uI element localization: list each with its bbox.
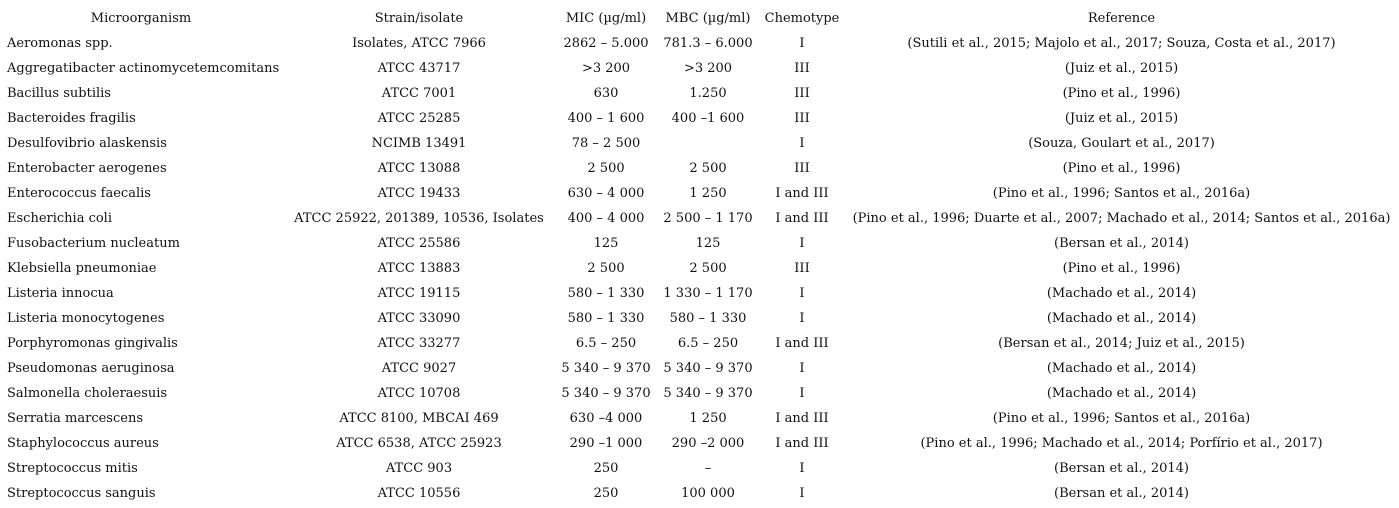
header-strain-isolate: Strain/isolate: [374, 11, 464, 26]
cell-microorganism: Bacillus subtilis: [7, 86, 111, 101]
cell-strain: ATCC 43717: [377, 61, 461, 76]
cell-mic: 400 – 4 000: [567, 211, 645, 226]
cell-chemotype: I and III: [775, 411, 829, 426]
header-reference: Reference: [1087, 11, 1156, 26]
table-row: [0, 131, 1399, 156]
cell-strain: ATCC 25586: [377, 236, 461, 251]
cell-mbc: 100 000: [681, 486, 735, 501]
cell-chemotype: I: [799, 461, 805, 476]
cell-mic: 250: [593, 486, 619, 501]
cell-microorganism: Streptococcus sanguis: [7, 486, 156, 501]
table-row: [0, 381, 1399, 406]
cell-microorganism: Desulfovibrio alaskensis: [7, 136, 167, 151]
cell-chemotype: I: [799, 386, 805, 401]
table-row: [0, 106, 1399, 131]
cell-reference: (Juiz et al., 2015): [1064, 111, 1179, 126]
cell-reference: (Bersan et al., 2014): [1054, 461, 1189, 476]
cell-microorganism: Aggregatibacter actinomycetemcomitans: [7, 61, 280, 76]
cell-mbc: 6.5 – 250: [677, 336, 739, 351]
cell-reference: (Machado et al., 2014): [1046, 361, 1197, 376]
table-row: [0, 31, 1399, 56]
cell-strain: ATCC 33090: [377, 311, 461, 326]
cell-microorganism: Streptococcus mitis: [7, 461, 138, 476]
cell-reference: (Souza, Goulart et al., 2017): [1028, 136, 1215, 151]
cell-mbc: >3 200: [683, 61, 733, 76]
cell-strain: Isolates, ATCC 7966: [352, 36, 486, 51]
cell-mbc: 1 330 – 1 170: [663, 286, 753, 301]
cell-chemotype: I: [799, 136, 805, 151]
cell-strain: ATCC 25285: [377, 111, 461, 126]
cell-chemotype: I and III: [775, 211, 829, 226]
cell-mic: 6.5 – 250: [575, 336, 637, 351]
header-mbc: MBC (µg/ml): [665, 11, 751, 26]
cell-mic: 125: [593, 236, 619, 251]
cell-mbc: 2 500 – 1 170: [663, 211, 753, 226]
cell-mic: 630: [593, 86, 619, 101]
cell-reference: (Pino et al., 1996; Santos et al., 2016a): [992, 186, 1251, 201]
cell-reference: (Machado et al., 2014): [1046, 286, 1197, 301]
cell-mbc: 125: [695, 236, 721, 251]
cell-chemotype: I: [799, 236, 805, 251]
cell-mic: 78 – 2 500: [571, 136, 641, 151]
table-row: [0, 156, 1399, 181]
cell-strain: ATCC 9027: [381, 361, 457, 376]
cell-microorganism: Porphyromonas gingivalis: [7, 336, 178, 351]
cell-mic: 5 340 – 9 370: [561, 386, 651, 401]
cell-microorganism: Listeria innocua: [7, 286, 114, 301]
cell-microorganism: Enterobacter aerogenes: [7, 161, 167, 176]
cell-mbc: 2 500: [689, 161, 727, 176]
cell-strain: ATCC 10708: [377, 386, 461, 401]
cell-reference: (Bersan et al., 2014; Juiz et al., 2015): [998, 336, 1245, 351]
cell-chemotype: I: [799, 361, 805, 376]
header-row: [0, 6, 1399, 31]
cell-microorganism: Salmonella choleraesuis: [7, 386, 168, 401]
cell-mic: >3 200: [581, 61, 631, 76]
cell-chemotype: I: [799, 311, 805, 326]
cell-mbc: 1 250: [689, 186, 727, 201]
cell-chemotype: I: [799, 286, 805, 301]
cell-mic: 580 – 1 330: [567, 311, 645, 326]
table-row: [0, 256, 1399, 281]
cell-microorganism: Listeria monocytogenes: [7, 311, 165, 326]
cell-microorganism: Pseudomonas aeruginosa: [7, 361, 175, 376]
cell-strain: ATCC 19115: [377, 286, 461, 301]
cell-reference: (Bersan et al., 2014): [1054, 486, 1189, 501]
table-row: [0, 406, 1399, 431]
cell-reference: (Pino et al., 1996; Santos et al., 2016a): [992, 411, 1251, 426]
cell-reference: (Machado et al., 2014): [1046, 386, 1197, 401]
cell-mbc: 1.250: [689, 86, 727, 101]
cell-strain: ATCC 7001: [381, 86, 457, 101]
cell-strain: ATCC 10556: [377, 486, 461, 501]
header-microorganism: Microorganism: [90, 11, 192, 26]
table-row: [0, 481, 1399, 506]
cell-reference: (Bersan et al., 2014): [1054, 236, 1189, 251]
cell-microorganism: Bacteroides fragilis: [7, 111, 136, 126]
cell-mic: 580 – 1 330: [567, 286, 645, 301]
cell-mbc: 400 –1 600: [671, 111, 745, 126]
cell-mic: 5 340 – 9 370: [561, 361, 651, 376]
cell-mic: 400 – 1 600: [567, 111, 645, 126]
cell-reference: (Machado et al., 2014): [1046, 311, 1197, 326]
cell-microorganism: Escherichia coli: [7, 211, 112, 226]
cell-mbc: [656, 131, 760, 156]
cell-reference: (Pino et al., 1996): [1062, 86, 1181, 101]
header-chemotype: Chemotype: [764, 11, 840, 26]
cell-mbc: 580 – 1 330: [669, 311, 747, 326]
cell-reference: (Pino et al., 1996; Duarte et al., 2007; Machado et al., 2014; Santos et al., 2016a): [852, 211, 1391, 226]
cell-microorganism: Klebsiella pneumoniae: [7, 261, 157, 276]
table-body: [0, 31, 1399, 506]
cell-mic: 2862 – 5.000: [563, 36, 649, 51]
cell-microorganism: Staphylococcus aureus: [7, 436, 159, 451]
cell-strain: ATCC 13088: [377, 161, 461, 176]
table-row: [0, 431, 1399, 456]
cell-microorganism: Enterococcus faecalis: [7, 186, 151, 201]
cell-microorganism: Fusobacterium nucleatum: [7, 236, 180, 251]
cell-chemotype: I and III: [775, 186, 829, 201]
cell-mbc: 781.3 – 6.000: [663, 36, 753, 51]
cell-mbc: 5 340 – 9 370: [663, 361, 753, 376]
cell-strain: ATCC 25922, 201389, 10536, Isolates: [294, 211, 544, 226]
cell-chemotype: III: [794, 161, 810, 176]
cell-mic: 2 500: [587, 161, 625, 176]
cell-mic: 2 500: [587, 261, 625, 276]
cell-reference: (Pino et al., 1996): [1062, 161, 1181, 176]
cell-chemotype: I: [799, 486, 805, 501]
table-row: [0, 456, 1399, 481]
table-row: [0, 331, 1399, 356]
table-row: [0, 281, 1399, 306]
table-row: [0, 356, 1399, 381]
cell-reference: (Pino et al., 1996): [1062, 261, 1181, 276]
cell-mic: 290 –1 000: [569, 436, 643, 451]
cell-strain: ATCC 903: [385, 461, 453, 476]
header-mic: MIC (µg/ml): [565, 11, 647, 26]
cell-reference: (Pino et al., 1996; Machado et al., 2014; Porfírio et al., 2017): [920, 436, 1323, 451]
table-row: [0, 56, 1399, 81]
table-row: [0, 306, 1399, 331]
antimicrobial-activity-table: [0, 6, 1399, 506]
cell-mic: 250: [593, 461, 619, 476]
cell-mic: 630 – 4 000: [567, 186, 645, 201]
table-row: [0, 81, 1399, 106]
cell-microorganism: Serratia marcescens: [7, 411, 143, 426]
cell-chemotype: III: [794, 261, 810, 276]
cell-chemotype: III: [794, 111, 810, 126]
cell-mbc: 2 500: [689, 261, 727, 276]
cell-mbc: –: [704, 461, 712, 476]
cell-microorganism: Aeromonas spp.: [7, 36, 113, 51]
cell-chemotype: III: [794, 61, 810, 76]
table-row: [0, 231, 1399, 256]
cell-chemotype: I and III: [775, 436, 829, 451]
cell-strain: ATCC 13883: [377, 261, 461, 276]
cell-strain: ATCC 6538, ATCC 25923: [336, 436, 502, 451]
cell-chemotype: III: [794, 86, 810, 101]
cell-strain: NCIMB 13491: [371, 136, 467, 151]
cell-mic: 630 –4 000: [569, 411, 643, 426]
cell-mbc: 290 –2 000: [671, 436, 745, 451]
cell-strain: ATCC 33277: [377, 336, 461, 351]
cell-chemotype: I: [799, 36, 805, 51]
cell-mbc: 5 340 – 9 370: [663, 386, 753, 401]
cell-strain: ATCC 8100, MBCAI 469: [339, 411, 499, 426]
cell-chemotype: I and III: [775, 336, 829, 351]
table-row: [0, 206, 1399, 231]
cell-reference: (Juiz et al., 2015): [1064, 61, 1179, 76]
cell-strain: ATCC 19433: [377, 186, 461, 201]
table-row: [0, 181, 1399, 206]
cell-reference: (Sutili et al., 2015; Majolo et al., 2017; Souza, Costa et al., 2017): [907, 36, 1336, 51]
cell-mbc: 1 250: [689, 411, 727, 426]
